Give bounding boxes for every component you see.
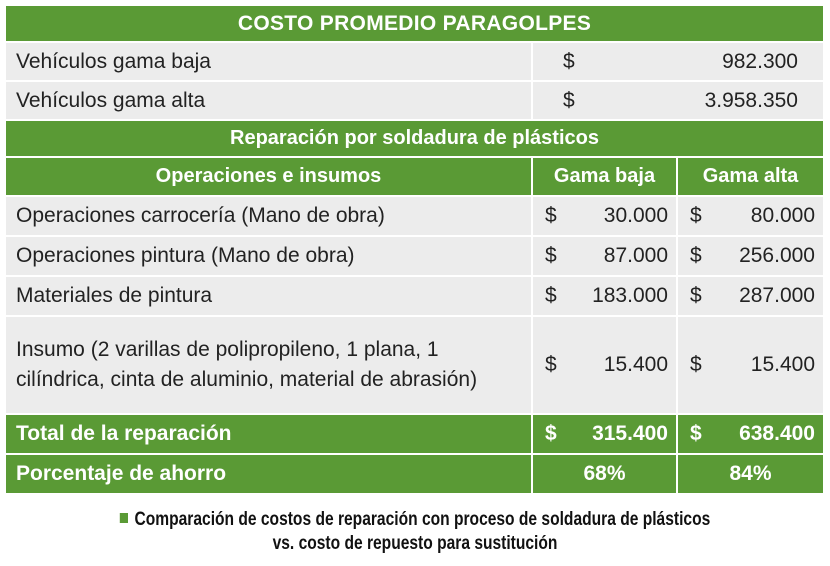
total-value: 638.400: [739, 422, 815, 445]
square-bullet-icon: [120, 513, 128, 523]
savings-low: 68%: [533, 455, 676, 493]
price-value: 982.300: [722, 49, 798, 73]
op-value: 15.400: [750, 353, 815, 376]
op-row-low: [533, 237, 676, 275]
op-row-low: [533, 277, 676, 315]
op-value: 287.000: [739, 284, 815, 307]
op-row-label: Operaciones pintura (Mano de obra): [6, 237, 531, 275]
caption-text: Comparación de costos de reparación con proceso de soldadura de plásticos: [134, 509, 711, 530]
op-value: 15.400: [603, 353, 668, 376]
currency-symbol: $: [690, 244, 702, 267]
op-value: 87.000: [603, 244, 668, 267]
total-high: [678, 415, 823, 453]
currency-symbol: $: [563, 49, 575, 73]
currency-symbol: $: [545, 422, 557, 445]
op-row-low: [533, 317, 676, 413]
currency-symbol: $: [690, 353, 702, 376]
op-row-low: [533, 197, 676, 235]
total-low: [533, 415, 676, 453]
currency-symbol: $: [563, 88, 575, 112]
op-value: 183.000: [592, 284, 668, 307]
table-title: COSTO PROMEDIO PARAGOLPES: [6, 6, 823, 41]
op-value: 80.000: [750, 204, 815, 227]
header-operations: Operaciones e insumos: [6, 158, 531, 195]
caption-line-1: [75, 508, 756, 532]
op-row-high: [678, 237, 823, 275]
op-row-high: [678, 277, 823, 315]
op-row-label: Materiales de pintura: [6, 277, 531, 315]
price-value: 3.958.350: [704, 88, 798, 112]
currency-symbol: $: [545, 353, 557, 376]
savings-high: 84%: [678, 455, 823, 493]
currency-symbol: $: [690, 204, 702, 227]
figure-caption: [75, 508, 756, 556]
cost-table: [6, 6, 819, 493]
currency-symbol: $: [545, 284, 557, 307]
price-row-high-label: Vehículos gama alta: [6, 82, 531, 119]
total-label: Total de la reparación: [6, 415, 531, 453]
op-row-label: Operaciones carrocería (Mano de obra): [6, 197, 531, 235]
op-row-high: [678, 197, 823, 235]
op-row-label: Insumo (2 varillas de polipropileno, 1 plana, 1 cilíndrica, cinta de aluminio, material de abrasión): [6, 317, 531, 413]
header-gama-baja: Gama baja: [533, 158, 676, 195]
header-gama-alta: Gama alta: [678, 158, 823, 195]
currency-symbol: $: [690, 422, 702, 445]
price-row-low-value: [533, 43, 823, 80]
op-value: 30.000: [603, 204, 668, 227]
price-row-high-value: [533, 82, 823, 119]
currency-symbol: $: [545, 244, 557, 267]
total-value: 315.400: [592, 422, 668, 445]
op-row-high: [678, 317, 823, 413]
op-value: 256.000: [739, 244, 815, 267]
currency-symbol: $: [545, 204, 557, 227]
repair-section-heading: Reparación por soldadura de plásticos: [6, 121, 823, 156]
savings-label: Porcentaje de ahorro: [6, 455, 531, 493]
price-row-low-label: Vehículos gama baja: [6, 43, 531, 80]
currency-symbol: $: [690, 284, 702, 307]
caption-line-2: vs. costo de repuesto para sustitución: [272, 533, 558, 554]
